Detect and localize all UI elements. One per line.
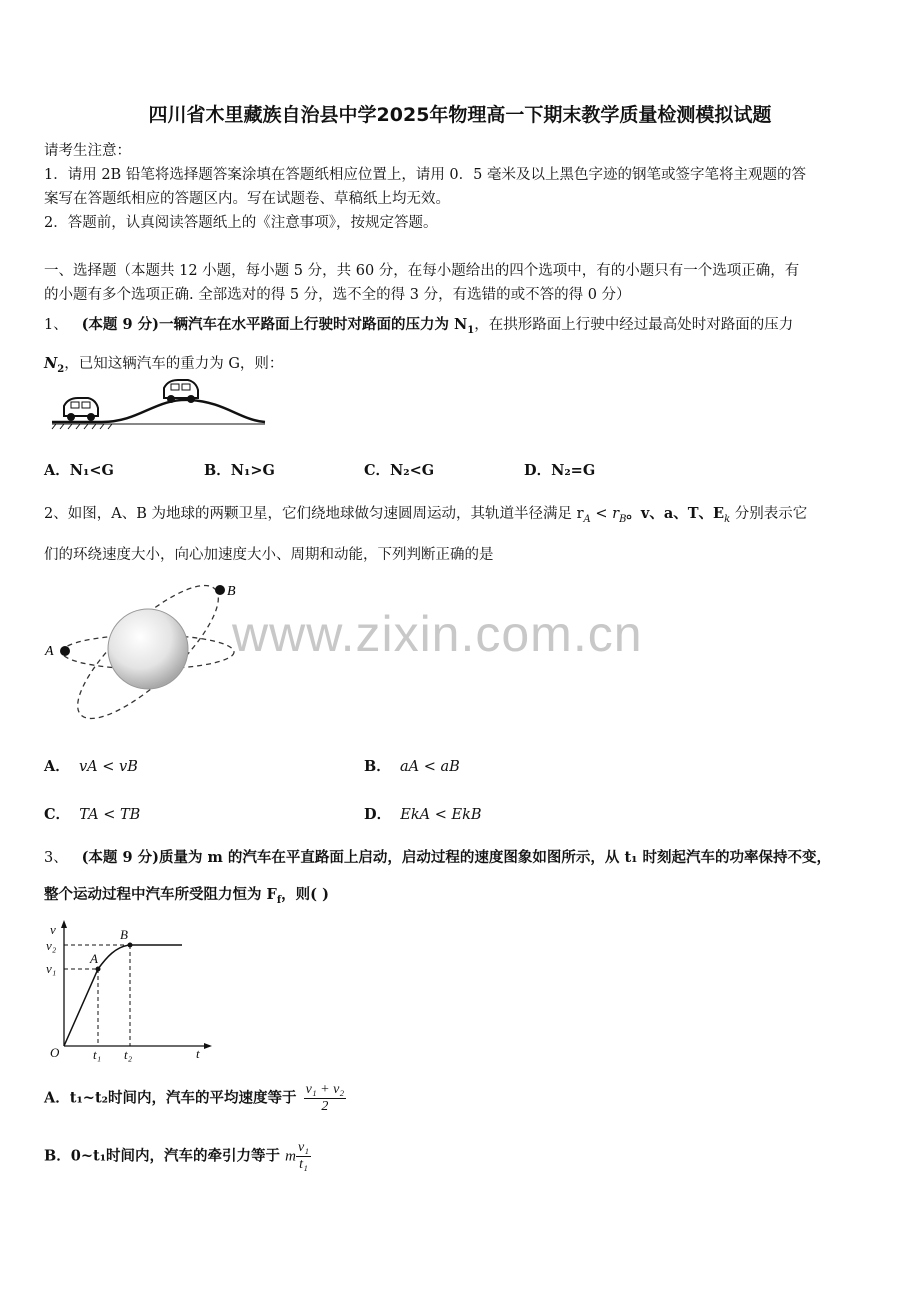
q2-option-a[interactable]: A． vA < vB xyxy=(44,758,138,775)
tick-label-v2: v₂ xyxy=(46,938,57,953)
q1-text-line1: 1、 (本题 9 分)一辆汽车在水平路面上行驶时对路面的压力为 $N_1$，在拱形路面上行驶中经过最高处时对路面的压力 xyxy=(44,316,794,336)
axis-label-v: v xyxy=(50,922,56,937)
q2-text-a-mid: < r xyxy=(590,506,620,522)
q2-text-a-tail: 。v、a、T、E xyxy=(626,505,725,522)
q2-text-a-end: 分别表示它 xyxy=(730,506,808,522)
page-title: 四川省木里藏族自治县中学2025年物理高一下期末教学质量检测模拟试题 xyxy=(148,104,772,126)
satellite-b xyxy=(215,585,225,595)
satellite-orbit-figure xyxy=(40,575,260,735)
q3-option-b[interactable]: B．0~t₁时间内，汽车的牵引力等于 m $\frac{\text{v₁}}{\text{t₁}}$ xyxy=(44,1140,310,1172)
q3-text-line1 xyxy=(44,846,831,867)
q2-option-d[interactable]: D． EkA < EkB xyxy=(364,806,482,823)
satellite-a xyxy=(60,646,70,656)
satellite-a-label: A xyxy=(45,644,54,659)
notice-line-2: 2．答题前，认真阅读答题纸上的《注意事项》，按规定答题。 xyxy=(44,215,438,231)
tick-label-t1: t₁ xyxy=(93,1047,102,1062)
notice-line-1a: 1．请用 2B 铅笔将选择题答案涂填在答题纸相应位置上，请用 0．5 毫米及以上黑色字迹的钢笔或签字笔将主观题的答 xyxy=(44,167,806,183)
q2-text-line2: 们的环绕速度大小，向心加速度大小、周期和动能，下列判断正确的是 xyxy=(44,547,494,563)
car-flat-road xyxy=(64,398,98,421)
tick-label-v1: v₁ xyxy=(46,961,57,976)
q2-text-a: 如图，A、B 为地球的两颗卫星，它们绕地球做匀速圆周运动，其轨道半径满足 r xyxy=(67,506,584,522)
q2-text-line1: 2、如图，A、B 为地球的两颗卫星，它们绕地球做匀速圆周运动，其轨道半径满足 $r_A < r_B$。v、a、T、$E_k$ 分别表示它 xyxy=(44,505,808,525)
section-instructions-b: 的小题有多个选项正确. 全部选对的得 5 分，选不全的得 3 分，有选错的或不答的得 0 分） xyxy=(44,287,631,303)
axis-label-t: t xyxy=(196,1046,200,1061)
q3-number: 3、 xyxy=(44,850,68,866)
q1-text-a: (本题 9 分)一辆汽车在水平路面上行驶时对路面的压力为 N xyxy=(81,316,468,333)
q3-option-a-denominator: 2 xyxy=(321,1099,329,1114)
q3-text-line2: 整个运动过程中汽车所受阻力恒为 $F_f$，则( ) xyxy=(44,886,329,906)
point-a-label: A xyxy=(90,951,98,966)
tick-label-t2: t₂ xyxy=(124,1047,133,1062)
q3-option-b-denominator: t₁ xyxy=(299,1157,308,1172)
q1-option-a[interactable]: A．N₁<G xyxy=(44,462,114,479)
section-instructions-a: 一、选择题（本题共 12 小题，每小题 5 分，共 60 分，在每小题给出的四个选项中，有的小题只有一个选项正确，有 xyxy=(44,263,800,279)
q1-text-b2: ，已知这辆汽车的重力为 G，则： xyxy=(64,356,284,372)
watermark: www.zixin.com.cn xyxy=(232,606,643,662)
q2-option-c[interactable]: C． TA < TB xyxy=(44,806,141,823)
q3-option-a[interactable]: A．t₁~t₂时间内，汽车的平均速度等于 $\frac{\text{v₁ + v₂}}{2}$ xyxy=(44,1082,345,1114)
q3-option-a-numerator: v₁ + v₂ xyxy=(305,1082,345,1097)
velocity-time-graph xyxy=(44,918,214,1063)
q3-option-b-numerator: v₁ xyxy=(297,1140,310,1155)
q1-text-b1: N xyxy=(44,355,58,372)
q1-option-c[interactable]: C．N₂<G xyxy=(364,462,435,479)
q2-number: 2、 xyxy=(44,506,68,522)
satellite-b-label: B xyxy=(227,584,236,599)
q1-option-d[interactable]: D．N₂=G xyxy=(524,462,596,479)
notice-line-1b: 案写在答题纸相应的答题区内。写在试题卷、草稿纸上均无效。 xyxy=(44,191,450,207)
q1-text-line2: $N_2$，已知这辆汽车的重力为 G，则： xyxy=(44,355,284,375)
q2-option-b[interactable]: B． aA < aB xyxy=(364,758,460,775)
q3-text-a: (本题 9 分)质量为 m 的汽车在平直路面上启动，启动过程的速度图象如图所示，从 t₁ 时刻起汽车的功率保持不变， xyxy=(81,849,832,866)
q3-option-b-mass: m xyxy=(285,1148,296,1165)
q1-text-a2: ，在拱形路面上行驶中经过最高处时对路面的压力 xyxy=(474,317,794,333)
q1-option-b[interactable]: B．N₁>G xyxy=(204,462,275,479)
q1-number: 1、 xyxy=(44,317,68,333)
point-b-label: B xyxy=(120,927,128,942)
arched-road-figure xyxy=(50,378,270,430)
notice-heading: 请考生注意： xyxy=(44,143,131,159)
origin-label: O xyxy=(50,1045,60,1060)
